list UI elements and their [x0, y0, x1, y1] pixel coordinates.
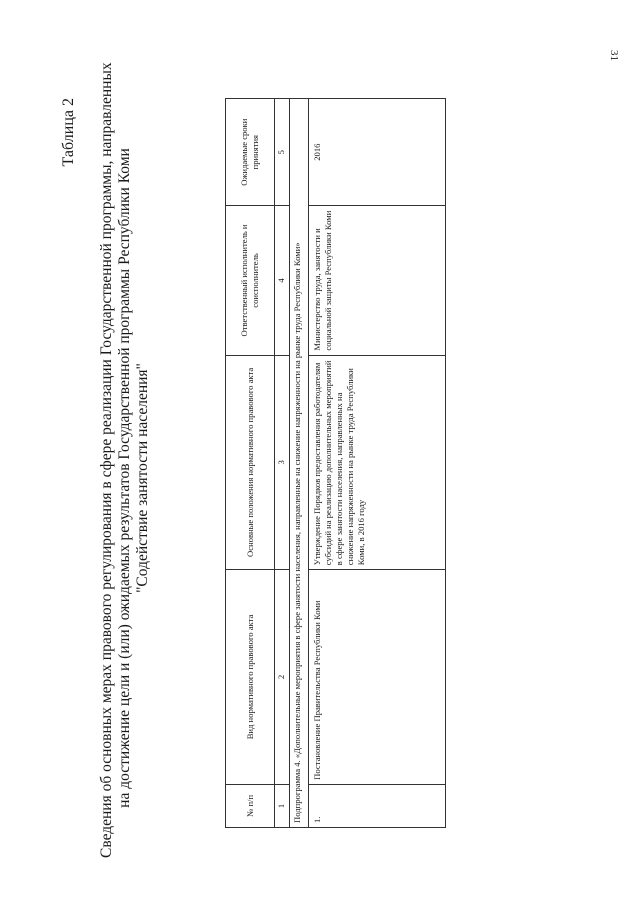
column-number: 2: [275, 570, 290, 785]
page-title: [98, 62, 152, 858]
title-line-1: Сведения об основных мерах правового регулирования в сфере реализации Государственной программы, направленных: [98, 62, 115, 858]
row-act-type: Постановление Правительства Республики Коми: [309, 570, 446, 785]
title-line-3: "Содействие занятости населения": [134, 363, 151, 593]
row-executor: Министерство труда, занятости и социальной защиты Республики Коми: [309, 206, 446, 355]
title-line-2: на достижение цели и (или) ожидаемых результатов Государственной программы Республики Коми: [116, 148, 133, 808]
subprogram-row: [290, 99, 309, 828]
column-number: 3: [275, 355, 290, 570]
row-deadline: 2016: [309, 99, 446, 206]
header-number: № п/п: [226, 784, 275, 827]
table-row: [309, 99, 446, 828]
rotated-sheet: [60, 62, 640, 868]
column-number-row: [275, 99, 290, 828]
page-number: 31: [608, 50, 620, 61]
header-deadline: Ожидаемые сроки принятия: [226, 99, 275, 206]
header-provisions: Основные положения нормативного правового акта: [226, 355, 275, 570]
table-caption: Таблица 2: [60, 98, 77, 167]
column-number: 4: [275, 206, 290, 355]
measures-table: [225, 98, 446, 828]
header-row: [226, 99, 275, 828]
header-act-type: Вид нормативного правового акта: [226, 570, 275, 785]
row-number: 1.: [309, 784, 446, 827]
column-number: 1: [275, 784, 290, 827]
subprogram-title: Подпрограмма 4. «Дополнительные мероприятия в сфере занятости населения, направленные на снижение напряженности на рынке труда Республики Коми»: [290, 99, 309, 828]
column-number: 5: [275, 99, 290, 206]
header-executor: Ответственный исполнитель и соисполнитель: [226, 206, 275, 355]
row-provisions: Утверждение Порядков предоставления работодателям субсидий на реализацию дополнительных мероприятий в сфере занятости населения, направленных на снижение напряженности на рынке труда Республики Коми, в 2016 году: [309, 355, 446, 570]
